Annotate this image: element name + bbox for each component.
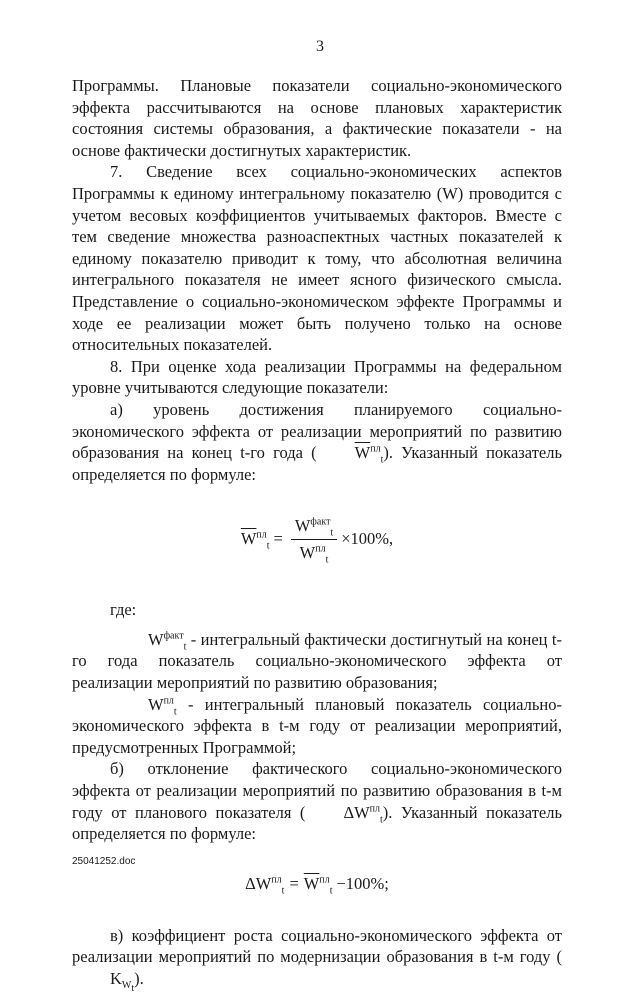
- paragraph-programme-end: Программы. Плановые показатели социально-экономического эффекта рассчитываются на основе плановых характеристик состояния системы образования, а фактические показатели - на основе фактически достигнутых характеристик.: [72, 76, 562, 160]
- definition-w-plan: $W^{пл}_t$ - интегральный плановый показатель социально-экономического эффекта в t-м году от реализации мероприятий, предусмотренных Программой;: [72, 694, 562, 757]
- formula-achievement-level: $\overline{W}^{пл}_t$ = $\frac{W^{факт}_t}{W^{пл}_t}$ ×100%,: [240, 516, 394, 566]
- page-number: 3: [316, 38, 324, 55]
- formula-deviation: $\Delta W^{пл}_t$ = $\overline{W}^{пл}_t$ −100%;: [245, 874, 389, 897]
- paragraph-item-b: б) отклонение фактического социально-экономического эффекта от реализации мероприятий по развитию образования в t-м году от планового показателя ( $\Delta W^{пл}_t$). Указанный показатель определяется по формуле:: [72, 759, 562, 844]
- where-label: где:: [110, 600, 137, 620]
- paragraph-item-8: 8. При оценке хода реализации Программы на федеральном уровне учитываются следующие показатели:: [72, 356, 562, 398]
- definition-w-fact: $W^{факт}_t$ - интегральный фактически достигнутый на конец t-го года показатель социально-экономического эффекта от реализации мероприятий по развитию образования;: [72, 629, 562, 693]
- paragraph-item-v: в) коэффициент роста социально-экономического эффекта от реализации мероприятий по модернизации образования в t-м году $(K_{W_t})$.: [72, 925, 562, 994]
- paragraph-item-a: а) уровень достижения планируемого социально-экономического эффекта от реализации мероприятий по развитию образования на конец t-го года ( $\overline{W}^{пл}_t$). Указанный показатель определяется по формуле:: [72, 399, 562, 484]
- file-footer: 25041252.doc: [72, 856, 136, 867]
- inline-w-plan-bar: $\overline{W}^{пл}_t$: [354, 443, 384, 466]
- paragraph-item-7: 7. Сведение всех социально-экономических аспектов Программы к единому интегральному показателю (W) проводится с учетом весовых коэффициентов учитываемых факторов. Вместе с тем сведение множества разноаспектных частных показателей к единому показателю приводит к тому, что абсолютная величина интегрального показателя не имеет ясного физического смысла. Представление о социально-экономическом эффекте Программы и ходе ее реализации может быть получено только на основе относительных показателей.: [72, 162, 562, 355]
- document-body: [72, 75, 562, 994]
